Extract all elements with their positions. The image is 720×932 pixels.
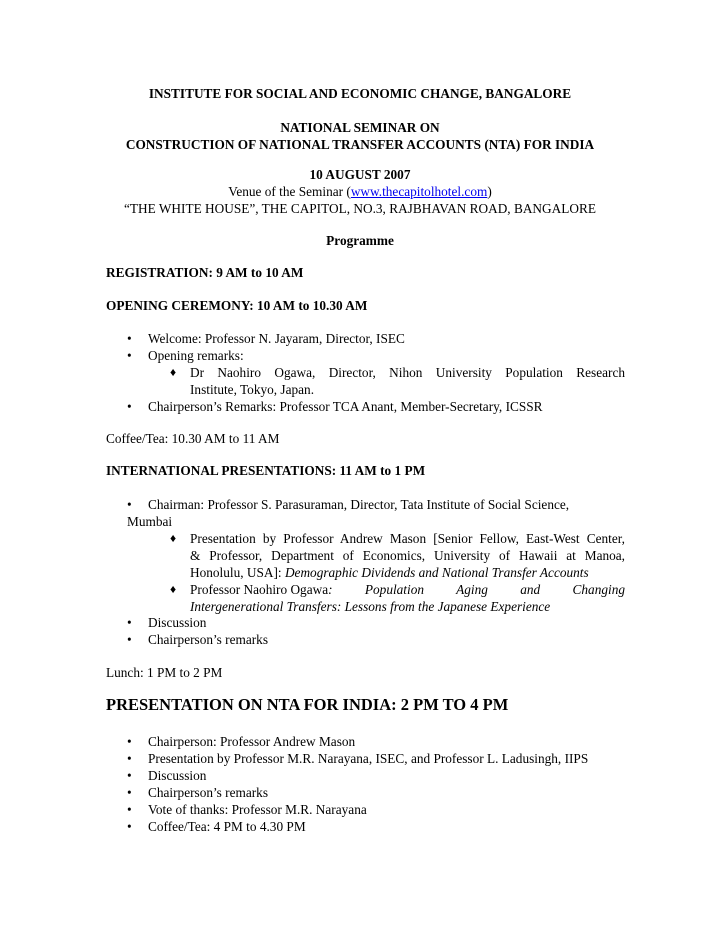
venue-link[interactable]: www.thecapitolhotel.com bbox=[350, 184, 488, 199]
bullet-icon: • bbox=[127, 497, 132, 512]
bullet-icon: • bbox=[127, 768, 132, 783]
discussion-item: Discussion bbox=[148, 615, 207, 630]
presentation-ogawa-title-part1: : Population Aging and Changing bbox=[328, 582, 625, 597]
bullet-icon: • bbox=[127, 785, 132, 800]
institute-title: INSTITUTE FOR SOCIAL AND ECONOMIC CHANGE, BANGALORE bbox=[148, 86, 572, 101]
nta-item: Vote of thanks: Professor M.R. Narayana bbox=[148, 802, 367, 817]
chairman-line1: Chairman: Professor S. Parasuraman, Director, Tata Institute of Social Science, bbox=[148, 497, 570, 512]
diamond-icon: ♦ bbox=[170, 531, 177, 545]
presentation-ogawa-line1 bbox=[190, 581, 625, 598]
presentation-nta-heading: PRESENTATION ON NTA FOR INDIA: 2 PM TO 4 PM bbox=[106, 695, 509, 714]
international-presentations-heading: INTERNATIONAL PRESENTATIONS: 11 AM to 1 PM bbox=[106, 463, 426, 478]
programme-heading: Programme bbox=[326, 233, 394, 248]
chairperson-remarks-item: Chairperson’s Remarks: Professor TCA Anant, Member-Secretary, ICSSR bbox=[148, 399, 543, 414]
seminar-title-line1: NATIONAL SEMINAR ON bbox=[280, 120, 440, 135]
welcome-item: Welcome: Professor N. Jayaram, Director, ISEC bbox=[148, 331, 405, 346]
bullet-icon: • bbox=[127, 331, 132, 346]
diamond-icon: ♦ bbox=[170, 582, 177, 596]
venue-line bbox=[60, 183, 660, 200]
venue-prefix: Venue of the Seminar ( bbox=[228, 184, 351, 199]
presentation-mason-line2: & Professor, Department of Economics, University of Hawaii at Manoa, bbox=[190, 548, 625, 563]
nta-item: Chairperson: Professor Andrew Mason bbox=[148, 734, 356, 749]
bullet-icon: • bbox=[127, 615, 132, 630]
bullet-icon: • bbox=[127, 819, 132, 834]
chairperson-remarks-item: Chairperson’s remarks bbox=[148, 632, 269, 647]
opening-remarks-item: Opening remarks: bbox=[148, 348, 244, 363]
presentation-ogawa-speaker: Professor Naohiro Ogawa bbox=[190, 582, 329, 597]
diamond-icon: ♦ bbox=[170, 365, 177, 379]
presentation-ogawa-title-part2: Intergenerational Transfers: Lessons from the Japanese Experience bbox=[190, 599, 551, 614]
bullet-icon: • bbox=[127, 348, 132, 363]
nta-item: Chairperson’s remarks bbox=[148, 785, 269, 800]
seminar-date: 10 AUGUST 2007 bbox=[309, 167, 411, 182]
presentation-ogawa-line2 bbox=[190, 598, 625, 615]
opening-remarks-speaker-line1: Dr Naohiro Ogawa, Director, Nihon University Population Research bbox=[190, 365, 625, 380]
opening-remarks-speaker-line2: Institute, Tokyo, Japan. bbox=[190, 382, 315, 397]
nta-item: Presentation by Professor M.R. Narayana, ISEC, and Professor L. Ladusingh, IIPS bbox=[148, 751, 589, 766]
bullet-icon: • bbox=[127, 632, 132, 647]
presentation-mason-line3 bbox=[190, 564, 625, 581]
venue-suffix: ) bbox=[487, 184, 492, 199]
presentation-mason-affiliation: Honolulu, USA]: bbox=[190, 565, 285, 580]
nta-item: Coffee/Tea: 4 PM to 4.30 PM bbox=[148, 819, 306, 834]
bullet-icon: • bbox=[127, 734, 132, 749]
coffee-break-1: Coffee/Tea: 10.30 AM to 11 AM bbox=[106, 431, 280, 446]
seminar-title-line2: CONSTRUCTION OF NATIONAL TRANSFER ACCOUNTS (NTA) FOR INDIA bbox=[125, 137, 595, 152]
lunch-break: Lunch: 1 PM to 2 PM bbox=[106, 665, 223, 680]
nta-item: Discussion bbox=[148, 768, 207, 783]
presentation-mason-line1: Presentation by Professor Andrew Mason [Senior Fellow, East-West Center, bbox=[190, 531, 625, 546]
opening-ceremony-heading: OPENING CEREMONY: 10 AM to 10.30 AM bbox=[106, 298, 368, 313]
bullet-icon: • bbox=[127, 399, 132, 414]
venue-address: “THE WHITE HOUSE”, THE CAPITOL, NO.3, RAJBHAVAN ROAD, BANGALORE bbox=[124, 201, 596, 216]
bullet-icon: • bbox=[127, 802, 132, 817]
presentation-mason-title: Demographic Dividends and National Transfer Accounts bbox=[284, 565, 589, 580]
chairman-line2: Mumbai bbox=[127, 514, 173, 529]
registration-heading: REGISTRATION: 9 AM to 10 AM bbox=[106, 265, 304, 280]
bullet-icon: • bbox=[127, 751, 132, 766]
